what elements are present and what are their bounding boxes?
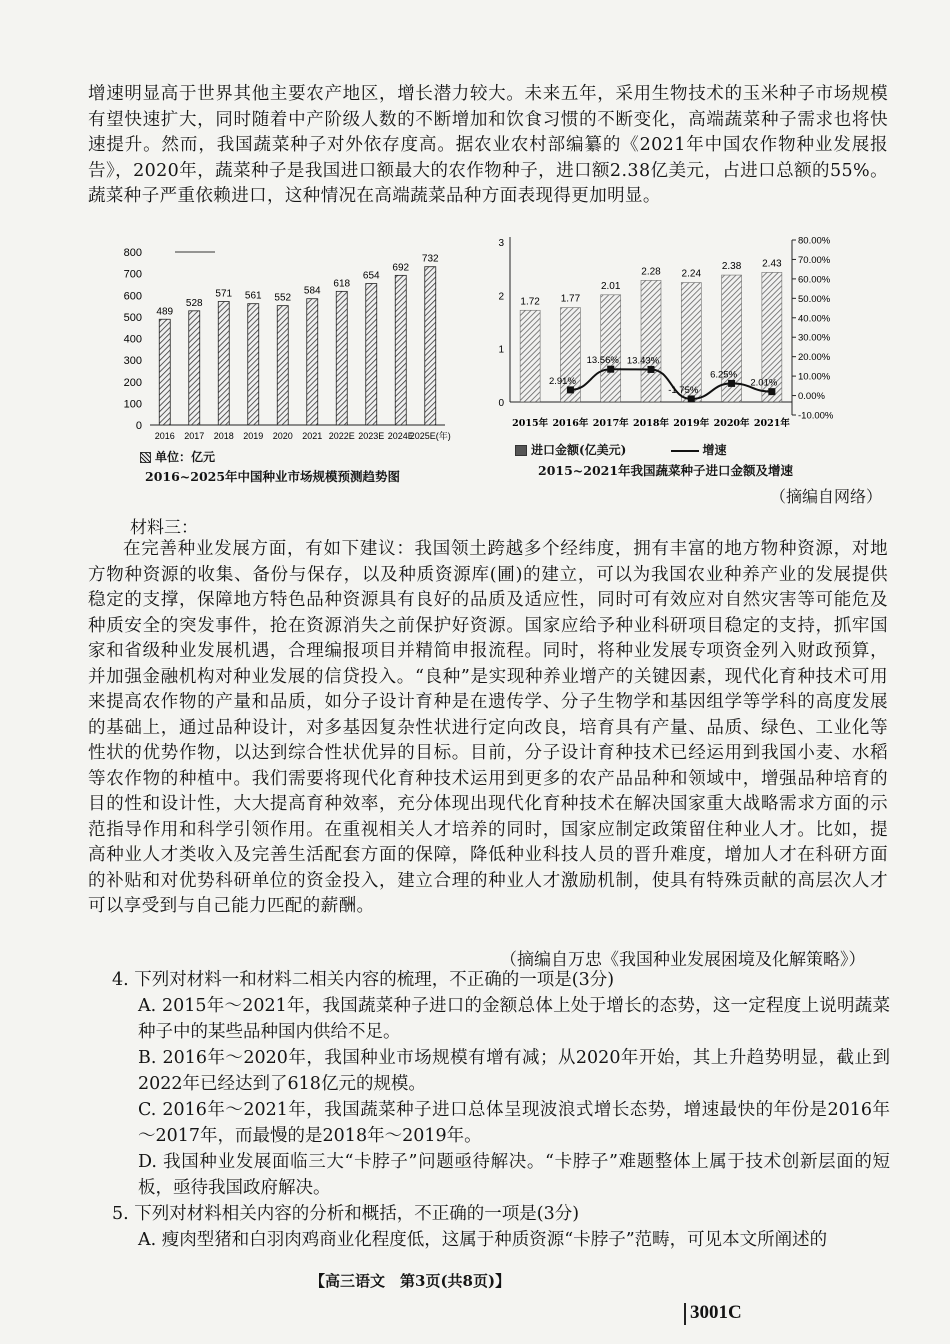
bar xyxy=(366,284,377,425)
growth-legend-text: 增速 xyxy=(702,443,727,457)
footer-page-label: 【高三语文 第3页(共8页)】 xyxy=(310,1272,511,1290)
x-tick-label: 2018 xyxy=(213,431,234,441)
chart2-title: 2015~2021年我国蔬菜种子进口金额及增速 xyxy=(538,463,794,478)
import-bar xyxy=(520,310,540,402)
material3-source: （摘编自万忠《我国种业发展困境及化解策略》） xyxy=(500,950,866,970)
x-tick-label: 2018年 xyxy=(633,418,669,429)
import-value-label: 2.38 xyxy=(721,261,742,273)
footer-code-text: 3001C xyxy=(690,1302,742,1323)
growth-value-label: 6.25% xyxy=(710,369,738,381)
left-tick-label: 0 xyxy=(498,398,504,409)
intro-paragraph xyxy=(88,82,888,210)
x-tick-label: 2020 xyxy=(272,431,293,441)
import-value-label: 2.28 xyxy=(641,266,661,278)
y-tick-label: 700 xyxy=(123,268,142,281)
bar-value-label: 654 xyxy=(362,270,380,282)
growth-marker xyxy=(567,386,574,393)
q4-option-c: C. 2016年～2021年，我国蔬菜种子进口总体呈现波浪式增长态势，增速最快的年份是2016年～2017年，而最慢的是2018年～2019年。 xyxy=(138,1100,890,1146)
intro-text: 增速明显高于世界其他主要农产地区，增长潜力较大。未来五年，采用生物技术的玉米种子市场规模有望快速扩大，同时随着中产阶级人数的不断增加和饮食习惯的不断变化，高端蔬菜种子需求也将快速提升。然而，我国蔬菜种子对外依存度高。据农业农村部编纂的《2021年中国农作物种业发展报告》，2020年，蔬菜种子是我国进口额最大的农作物种子，进口额2.38亿美元，占进口总额的55%。蔬菜种子严重依赖进口，这种情况在高端蔬菜品种方面表现得更加明显。 xyxy=(88,84,888,206)
import-value-label: 2.43 xyxy=(762,258,782,270)
right-tick-label: -10.00% xyxy=(798,410,834,422)
x-tick-label: 2021 xyxy=(302,431,323,441)
y-tick-label: 500 xyxy=(123,311,142,324)
y-tick-label: 100 xyxy=(123,398,142,411)
right-tick-label: 0.00% xyxy=(798,391,825,403)
question-4-stem: 4. 下列对材料一和材料二相关内容的梳理，不正确的一项是(3分) xyxy=(112,970,615,990)
import-bar xyxy=(601,295,621,402)
y-tick-label: 200 xyxy=(123,376,142,389)
growth-value-label: 13.56% xyxy=(586,355,619,367)
bar-value-label: 528 xyxy=(185,297,203,309)
right-tick-label: 30.00% xyxy=(798,332,831,344)
import-bar xyxy=(641,280,661,402)
chart2-legend xyxy=(515,441,727,458)
bar xyxy=(395,275,406,425)
growth-value-label: 2.01% xyxy=(750,377,778,389)
bar xyxy=(425,267,436,425)
q4-option-a: A. 2015年～2021年，我国蔬菜种子进口的金额总体上处于增长的态势，这一定程度上说明蔬菜种子中的某些品种国内供给不足。 xyxy=(138,996,890,1042)
code-bar xyxy=(684,1303,686,1325)
material3-text: 在完善种业发展方面，有如下建议：我国领土跨越多个经纬度，拥有丰富的地方物种资源，对地方物种资源的收集、备份与保存，以及种质资源库(圃)的建立，可以为我国农业种养产业的发展提供稳定的支撑，保障地方特色品种资源具有良好的品质及适应性，同时可有效应对自然灾害等可能危及种质安全的突发事件，抢在资源消失之前保护好资源。国家应给予种业科研项目稳定的支持，抓牢国家和省级种业发展机遇，合理编报项目并精简申报流程。同时，将种业发展专项资金列入财政预算，并加强金融机构对种业发展的信贷投入。“良种”是实现种养业增产的关键因素，现代化育种技术可用来提高农作物的产量和品质，如分子设计育种是在遗传学、分子生物学和基因组学等学科的高度发展的基础上，通过品种设计，对多基因复杂性状进行定向改良，培育具有产量、品质、绿色、工业化等性状的优势作物，以达到综合性状优异的目标。目前，分子设计育种技术已经运用到我国小麦、水稻等农作物的种植中。我们需要将现代化育种技术运用到更多的农产品品种和领域中，增强品种培育的目的性和设计性，大大提高育种效率，充分体现出现代化育种技术在解决国家重大战略需求方面的示范指导作用和科学引领作用。在重视相关人才培养的同时，国家应制定政策留住种业人才。比如，提高种业人才类收入及完善生活配套方面的保障，降低种业科技人员的晋升难度，增加人才在科研方面的补贴和对优势科研单位的资金投入，建立合理的种业人才激励机制，使具有特殊贡献的高层次人才可以享受到与自己能力匹配的薪酬。 xyxy=(88,539,888,916)
q5-option-a: A. 瘦肉型猪和白羽肉鸡商业化程度低，这属于种质资源“卡脖子”范畴，可见本文所阐述的 xyxy=(138,1230,828,1250)
import-value-label: 2.24 xyxy=(681,268,702,280)
market-size-chart xyxy=(110,240,460,450)
right-tick-label: 60.00% xyxy=(798,274,831,286)
right-tick-label: 80.00% xyxy=(798,235,831,247)
right-tick-label: 40.00% xyxy=(798,313,831,325)
x-tick-label: 2017 xyxy=(184,431,205,441)
growth-value-label: 2.91% xyxy=(548,375,576,387)
bar-value-label: 618 xyxy=(333,278,351,290)
growth-marker xyxy=(688,395,695,402)
bar-value-label: 571 xyxy=(215,288,233,300)
left-tick-label: 1 xyxy=(498,344,504,356)
y-tick-label: 800 xyxy=(123,247,142,259)
x-tick-label: 2024E xyxy=(387,431,414,441)
x-tick-label: 2019年 xyxy=(673,418,710,429)
y-tick-label: 400 xyxy=(123,333,142,346)
right-tick-label: 50.00% xyxy=(798,293,831,305)
bar xyxy=(248,304,259,425)
left-tick-label: 2 xyxy=(498,291,504,303)
y-tick-label: 0 xyxy=(135,420,142,432)
q4-option-b: B. 2016年～2020年，我国种业市场规模有增有减；从2020年开始，其上升趋势明显，截止到2022年已经达到了618亿元的规模。 xyxy=(138,1048,890,1094)
bar-value-label: 732 xyxy=(421,253,439,265)
bar xyxy=(307,299,318,425)
growth-marker xyxy=(728,380,735,387)
bar-legend-swatch xyxy=(140,452,151,463)
x-tick-label: 2020年 xyxy=(713,418,750,429)
growth-legend-line xyxy=(671,450,699,452)
bar xyxy=(277,306,288,425)
seed-import-chart xyxy=(490,232,850,437)
x-tick-label: 2016 xyxy=(154,431,175,441)
unit-legend-text: 单位：亿元 xyxy=(155,450,216,464)
bar-value-label: 692 xyxy=(392,262,410,274)
left-tick-label: 3 xyxy=(498,238,504,249)
bar-value-label: 561 xyxy=(244,290,262,302)
right-tick-label: 70.00% xyxy=(798,254,831,266)
source-note: （摘编自网络） xyxy=(770,487,883,506)
amount-legend-swatch xyxy=(515,445,527,456)
growth-marker xyxy=(768,388,775,395)
x-tick-label: 2022E xyxy=(328,431,355,441)
amount-legend-text: 进口金额(亿美元) xyxy=(531,443,627,457)
y-tick-label: 300 xyxy=(123,355,142,368)
growth-marker xyxy=(607,366,614,373)
y-tick-label: 600 xyxy=(123,290,142,303)
bar xyxy=(159,319,170,425)
right-tick-label: 10.00% xyxy=(798,371,831,383)
x-tick-label: 2015年 xyxy=(512,418,549,429)
import-value-label: 2.01 xyxy=(600,280,621,292)
material3-body xyxy=(88,537,888,920)
q4-option-d: D. 我国种业发展面临三大“卡脖子”问题亟待解决。“卡脖子”难题整体上属于技术创新层面的短板，亟待我国政府解决。 xyxy=(138,1152,890,1198)
bar xyxy=(336,291,347,425)
bar-value-label: 489 xyxy=(156,306,174,318)
bar-value-label: 584 xyxy=(303,285,321,297)
x-tick-label: 2016年 xyxy=(552,418,589,429)
chart1-title: 2016~2025年中国种业市场规模预测趋势图 xyxy=(145,469,401,484)
bar xyxy=(218,302,229,425)
footer-code xyxy=(684,1300,742,1326)
x-tick-label: 2021年 xyxy=(753,418,790,429)
bar xyxy=(189,311,200,425)
x-tick-label: 2025E(年) xyxy=(409,431,451,441)
x-tick-label: 2019 xyxy=(243,431,264,441)
material3-title: 材料三： xyxy=(130,518,198,538)
right-tick-label: 20.00% xyxy=(798,352,831,364)
growth-value-label: -1.75% xyxy=(668,384,699,396)
x-tick-label: 2017年 xyxy=(592,418,629,429)
x-tick-label: 2023E xyxy=(358,431,385,441)
growth-marker xyxy=(648,366,655,373)
question-5-stem: 5. 下列对材料相关内容的分析和概括，不正确的一项是(3分) xyxy=(112,1204,580,1224)
import-value-label: 1.77 xyxy=(560,293,581,305)
bar-value-label: 552 xyxy=(274,292,292,304)
import-value-label: 1.72 xyxy=(520,296,540,308)
chart1-unit-legend xyxy=(140,448,215,465)
growth-value-label: 13.43% xyxy=(626,355,660,367)
